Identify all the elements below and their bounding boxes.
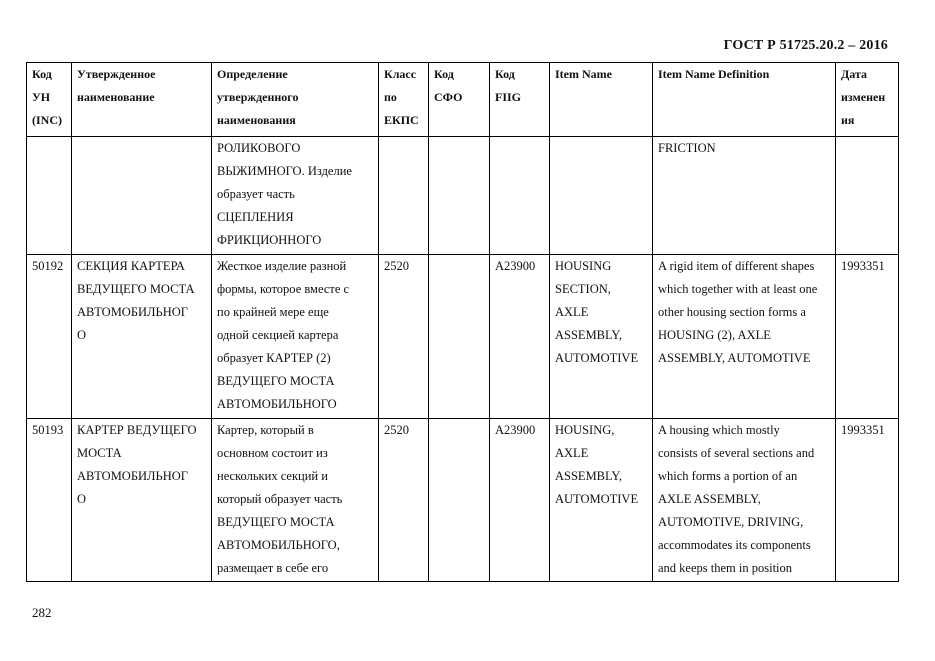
cell-date: 1993351: [836, 419, 899, 582]
column-header-sfo: Код СФО: [429, 63, 490, 137]
page-number: 282: [32, 605, 52, 620]
cell-inc: [27, 137, 72, 255]
cell-definition-ru: Жесткое изделие разной формы, которое вместе с по крайней мере еще одной секцией картера образует КАРТЕР (2) ВЕДУЩЕГО МОСТА АВТОМОБИЛЬНОГО: [212, 255, 379, 419]
cell-approved-name: КАРТЕР ВЕДУЩЕГО МОСТА АВТОМОБИЛЬНОГ О: [72, 419, 212, 582]
cell-item-name: HOUSING SECTION, AXLE ASSEMBLY, AUTOMOTIVE: [550, 255, 653, 419]
cell-item-name: [550, 137, 653, 255]
column-header-date: Дата изменен ия: [836, 63, 899, 137]
cell-fiig: A23900: [490, 255, 550, 419]
column-header-fiig: Код FIIG: [490, 63, 550, 137]
cell-approved-name: [72, 137, 212, 255]
table-row: [27, 255, 899, 419]
cell-definition-ru: РОЛИКОВОГО ВЫЖИМНОГО. Изделие образует часть СЦЕПЛЕНИЯ ФРИКЦИОННОГО: [212, 137, 379, 255]
cell-fiig: [490, 137, 550, 255]
cell-date: [836, 137, 899, 255]
classifier-table: [26, 62, 899, 582]
column-header-approved-name: Утвержденное наименование: [72, 63, 212, 137]
cell-sfo: [429, 255, 490, 419]
cell-approved-name: СЕКЦИЯ КАРТЕРА ВЕДУЩЕГО МОСТА АВТОМОБИЛЬНОГ О: [72, 255, 212, 419]
table-row: [27, 137, 899, 255]
table-header-row: [27, 63, 899, 137]
cell-class: [379, 137, 429, 255]
cell-item-definition: FRICTION: [653, 137, 836, 255]
cell-class: 2520: [379, 419, 429, 582]
column-header-class: Класс по ЕКПС: [379, 63, 429, 137]
cell-inc: 50192: [27, 255, 72, 419]
cell-sfo: [429, 137, 490, 255]
column-header-item-name: Item Name: [550, 63, 653, 137]
cell-definition-ru: Картер, который в основном состоит из нескольких секций и который образует часть ВЕДУЩЕГО МОСТА АВТОМОБИЛЬНОГО, размещает в себе его: [212, 419, 379, 582]
standard-designation: ГОСТ Р 51725.20.2 – 2016: [723, 38, 888, 53]
cell-item-definition: A housing which mostly consists of several sections and which forms a portion of an AXLE ASSEMBLY, AUTOMOTIVE, DRIVING, accommodates its components and keeps them in position: [653, 419, 836, 582]
column-header-inc: Код УН (INC): [27, 63, 72, 137]
cell-date: 1993351: [836, 255, 899, 419]
cell-fiig: A23900: [490, 419, 550, 582]
column-header-definition-ru: Определение утвержденного наименования: [212, 63, 379, 137]
column-header-item-definition: Item Name Definition: [653, 63, 836, 137]
cell-sfo: [429, 419, 490, 582]
cell-inc: 50193: [27, 419, 72, 582]
cell-class: 2520: [379, 255, 429, 419]
table-row: [27, 419, 899, 582]
cell-item-name: HOUSING, AXLE ASSEMBLY, AUTOMOTIVE: [550, 419, 653, 582]
cell-item-definition: A rigid item of different shapes which together with at least one other housing section forms a HOUSING (2), AXLE ASSEMBLY, AUTOMOTIVE: [653, 255, 836, 419]
